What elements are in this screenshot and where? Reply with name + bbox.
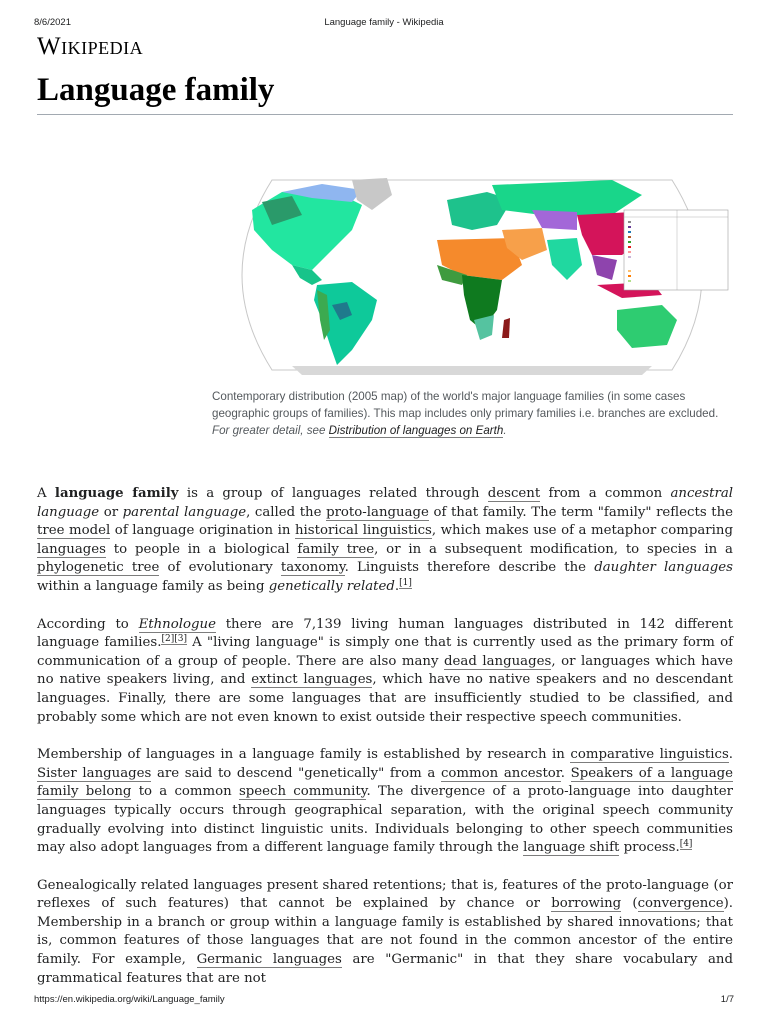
print-date: 8/6/2021 (34, 17, 71, 28)
link-sister-languages[interactable]: Sister languages (37, 765, 152, 781)
link-proto-language[interactable]: proto-language (326, 504, 429, 520)
page-title: Language family (37, 72, 275, 108)
link-germanic-languages[interactable]: Germanic languages (196, 952, 342, 968)
term-genetically-related: genetically related (268, 578, 395, 594)
term-language-family: language family (54, 486, 179, 501)
caption-detail: For greater detail, see Distribution of languages on Earth. (212, 424, 507, 437)
language-family-map[interactable] (212, 170, 732, 380)
link-speakers-language-family[interactable]: Speakers of a language family belong (37, 765, 734, 800)
citation-1[interactable]: [1] (399, 577, 412, 588)
page-number: 1/7 (720, 994, 734, 1005)
title-divider (37, 114, 733, 115)
link-languages[interactable]: languages (37, 541, 106, 557)
paragraph-1: A language family is a group of languages related through descent from a common ancestral language or parental language, called the proto-language of that family. The term "family" reflects the tree model of language origination in historical linguistics, which makes use of a metaphor comparing languages to people in a biological family tree, or in a subsequent modification, to species in a phylogenetic tree of evolutionary taxonomy. Linguists therefore describe the daughter languages within a language family as being genetically related.[1] (37, 486, 733, 594)
print-title: Language family - Wikipedia (324, 17, 444, 28)
paragraph-2: According to Ethnologue there are 7,139 living human languages distributed in 142 different language families.[2][3] A "living language" is simply one that is currently used as the primary form of communication of a group of people. There are also many dead languages, or languages which have no native speakers living, and extinct languages, which have no native speakers and no descendant languages. Finally, there are some languages that are insufficiently studied to be classified, and probably some which are not even known to exist outside their respective speech communities. (37, 616, 734, 725)
citation-2[interactable]: [2] (161, 633, 175, 644)
wikipedia-wordmark[interactable]: Wikipedia (37, 33, 144, 60)
link-speech-community[interactable]: speech community (238, 784, 367, 800)
link-extinct-languages[interactable]: extinct languages (251, 672, 373, 688)
term-daughter-languages: daughter languages (594, 560, 733, 576)
caption-text: Contemporary distribution (2005 map) of the world's major language families (in some cases geographic groups of families). This map includes only primary families i.e. branches are excluded. (212, 390, 719, 420)
link-borrowing[interactable]: borrowing (551, 896, 622, 912)
link-convergence[interactable]: convergence (637, 896, 724, 912)
citation-3[interactable]: [3] (174, 633, 187, 644)
link-ethnologue[interactable]: Ethnologue (138, 616, 216, 632)
link-comparative-linguistics[interactable]: comparative linguistics (570, 747, 729, 763)
link-phylogenetic-tree[interactable]: phylogenetic tree (37, 560, 160, 576)
term-parental-language: parental language (122, 504, 247, 520)
map-legend (624, 210, 728, 290)
link-language-shift[interactable]: language shift (523, 840, 620, 856)
link-taxonomy[interactable]: taxonomy (280, 560, 345, 576)
link-family-tree[interactable]: family tree (297, 541, 375, 557)
region-russia (492, 180, 642, 215)
link-common-ancestor[interactable]: common ancestor (440, 765, 561, 781)
link-dead-languages[interactable]: dead languages (444, 653, 552, 669)
term-ancestral-language: ancestral language (37, 486, 733, 520)
print-url: https://en.wikipedia.org/wiki/Language_family (34, 994, 225, 1005)
link-tree-model[interactable]: tree model (37, 523, 111, 539)
print-footer (0, 994, 768, 1008)
region-antarctica (292, 366, 652, 375)
paragraph-3: Membership of languages in a language family is established by research in comparative linguistics. Sister languages are said to descend "genetically" from a common ancestor. Speakers of a language family belong to a common speech community. The divergence of a proto-language into daughter languages typically occurs through geographical separation, with the original speech community gradually evolving into distinct linguistic units. Individuals belonging to other speech communities may also adopt languages from a different language family through the language shift process.[4] (37, 747, 734, 856)
figure-caption (212, 388, 727, 439)
distribution-link[interactable]: Distribution of languages on Earth (328, 424, 504, 437)
link-descent[interactable]: descent (487, 486, 541, 501)
print-header (0, 17, 768, 31)
citation-4[interactable]: [4] (679, 838, 693, 849)
article-body (37, 485, 733, 1007)
link-historical-linguistics[interactable]: historical linguistics (294, 523, 432, 539)
paragraph-4: Genealogically related languages present shared retentions; that is, features of the proto-language (or reflexes of such features) that cannot be explained by chance or borrowing (convergence). Membership in a branch or group within a language family is established by shared innovations; that is, common features of those languages that are not found in the common ancestor of the entire family. For example, Germanic languages are "Germanic" in that they share vocabulary and grammatical features that are not (37, 877, 734, 986)
